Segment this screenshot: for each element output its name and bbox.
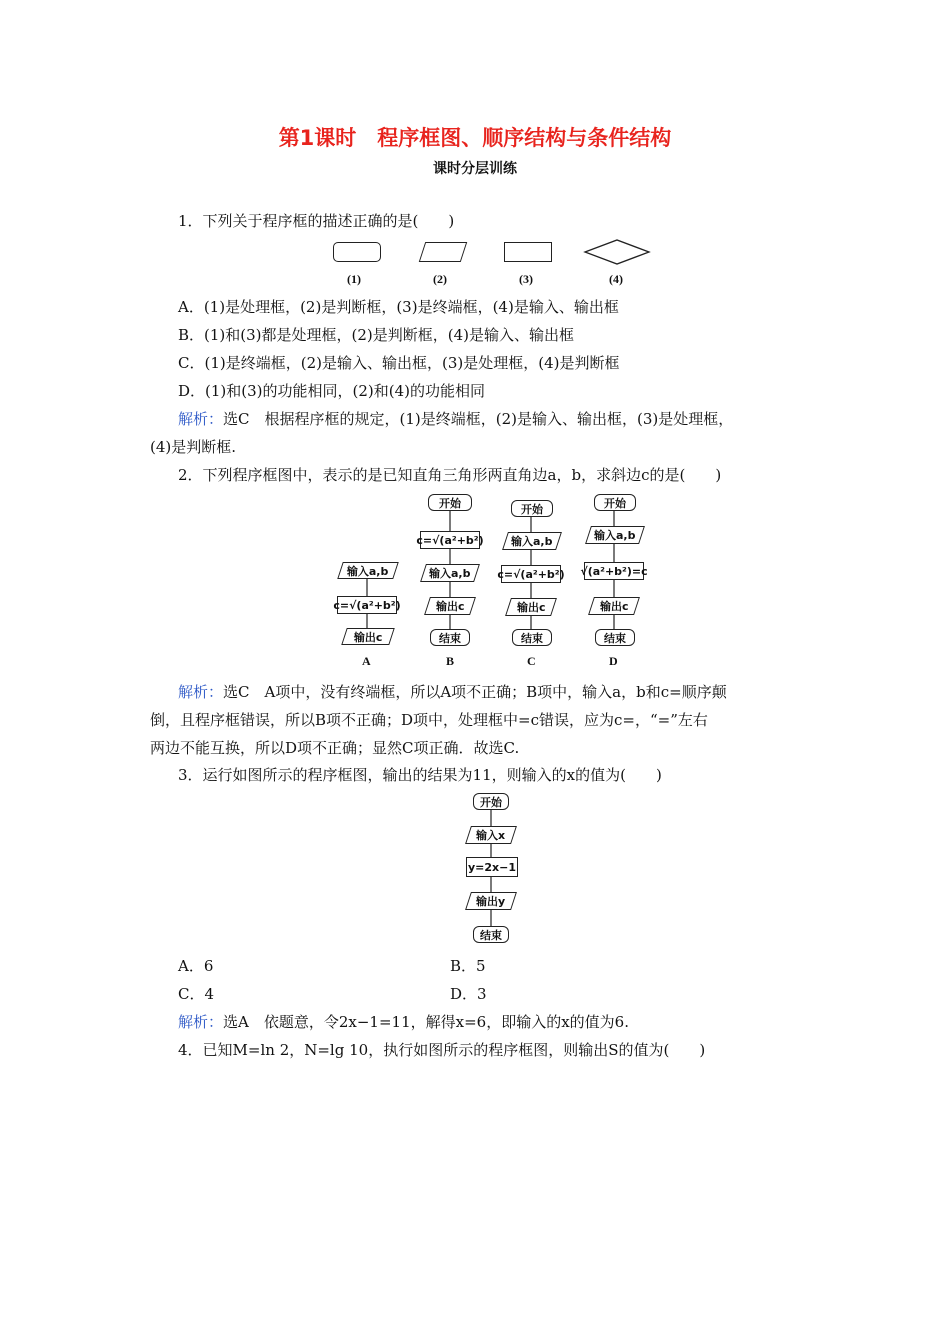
q3-analysis xyxy=(178,1011,629,1032)
q2-fig-label: A xyxy=(362,654,371,668)
input-box: 输入a,b xyxy=(502,532,562,550)
analysis-text: 选C 根据程序框的规定，(1)是终端框，(2)是输入、输出框，(3)是处理框， xyxy=(223,410,734,428)
end-box: 结束 xyxy=(512,629,552,646)
output-box: 输出c xyxy=(505,598,557,616)
q1-analysis-cont: (4)是判断框. xyxy=(150,438,237,456)
input-box: 输入x xyxy=(465,826,517,844)
q1-fig-label: (3) xyxy=(519,272,533,286)
q1-fig-label: (1) xyxy=(347,272,361,286)
q3-option-d: D．3 xyxy=(450,985,487,1003)
q1-option-a: A．(1)是处理框，(2)是判断框，(3)是终端框，(4)是输入、输出框 xyxy=(178,298,619,316)
q3-option-c: C．4 xyxy=(178,985,215,1003)
process-box: √(a²+b²)=c xyxy=(584,562,644,580)
page-subtitle: 课时分层训练 xyxy=(433,161,517,177)
q2-fig-label: C xyxy=(527,654,536,668)
start-box: 开始 xyxy=(594,494,636,511)
process-box: c=√(a²+b²) xyxy=(501,565,561,583)
analysis-text: 选C A项中，没有终端框，所以A项不正确；B项中，输入a，b和c=顺序颠 xyxy=(223,683,727,701)
q2-analysis-cont: 两边不能互换，所以D项不正确；显然C项正确．故选C. xyxy=(150,739,520,757)
q1-option-b: B．(1)和(3)都是处理框，(2)是判断框，(4)是输入、输出框 xyxy=(178,326,575,344)
process-box: c=√(a²+b²) xyxy=(420,531,480,549)
q2-fig-label: D xyxy=(609,654,618,668)
q1-fig-label: (2) xyxy=(433,272,447,286)
q1-fig-label: (4) xyxy=(609,272,623,286)
process-box: y=2x−1 xyxy=(466,857,518,877)
q4-stem: 4．已知M=ln 2，N=lg 10，执行如图所示的程序框图，则输出S的值为( ) xyxy=(178,1041,706,1059)
output-box: 输出c xyxy=(588,597,640,615)
start-box: 开始 xyxy=(473,793,509,810)
q2-analysis-cont: 倒，且程序框错误，所以B项不正确；D项中，处理框中=c错误，应为c=，“=”左右 xyxy=(150,711,708,729)
q2-fig-label: B xyxy=(446,654,455,668)
analysis-label: 解析： xyxy=(178,410,224,428)
q1-stem: 1．下列关于程序框的描述正确的是( ) xyxy=(178,212,455,230)
q1-option-c: C．(1)是终端框，(2)是输入、输出框，(3)是处理框，(4)是判断框 xyxy=(178,354,620,372)
q3-stem: 3．运行如图所示的程序框图，输出的结果为11，则输入的x的值为( ) xyxy=(178,766,662,784)
output-box: 输出y xyxy=(465,892,517,910)
end-box: 结束 xyxy=(430,629,470,646)
analysis-label: 解析： xyxy=(178,1013,224,1031)
page-title: 第1课时 程序框图、顺序结构与条件结构 xyxy=(278,126,672,150)
input-box: 输入a,b xyxy=(420,564,480,582)
q1-option-d: D．(1)和(3)的功能相同，(2)和(4)的功能相同 xyxy=(178,382,486,400)
output-box: 输出c xyxy=(341,628,395,645)
input-box: 输入a,b xyxy=(585,526,645,544)
q2-stem: 2．下列程序框图中，表示的是已知直角三角形两直角边a，b，求斜边c的是( ) xyxy=(178,466,722,484)
input-box: 输入a,b xyxy=(337,562,399,579)
q3-option-b: B．5 xyxy=(450,957,486,975)
process-box: c=√(a²+b²) xyxy=(337,596,397,614)
q3-option-a: A．6 xyxy=(178,957,214,975)
start-box: 开始 xyxy=(511,500,553,517)
start-box: 开始 xyxy=(428,494,472,511)
analysis-label: 解析： xyxy=(178,683,224,701)
analysis-text: 选A 依题意，令2x−1=11，解得x=6，即输入的x的值为6. xyxy=(223,1013,629,1031)
output-box: 输出c xyxy=(424,597,476,615)
end-box: 结束 xyxy=(473,926,509,943)
end-box: 结束 xyxy=(595,629,635,646)
